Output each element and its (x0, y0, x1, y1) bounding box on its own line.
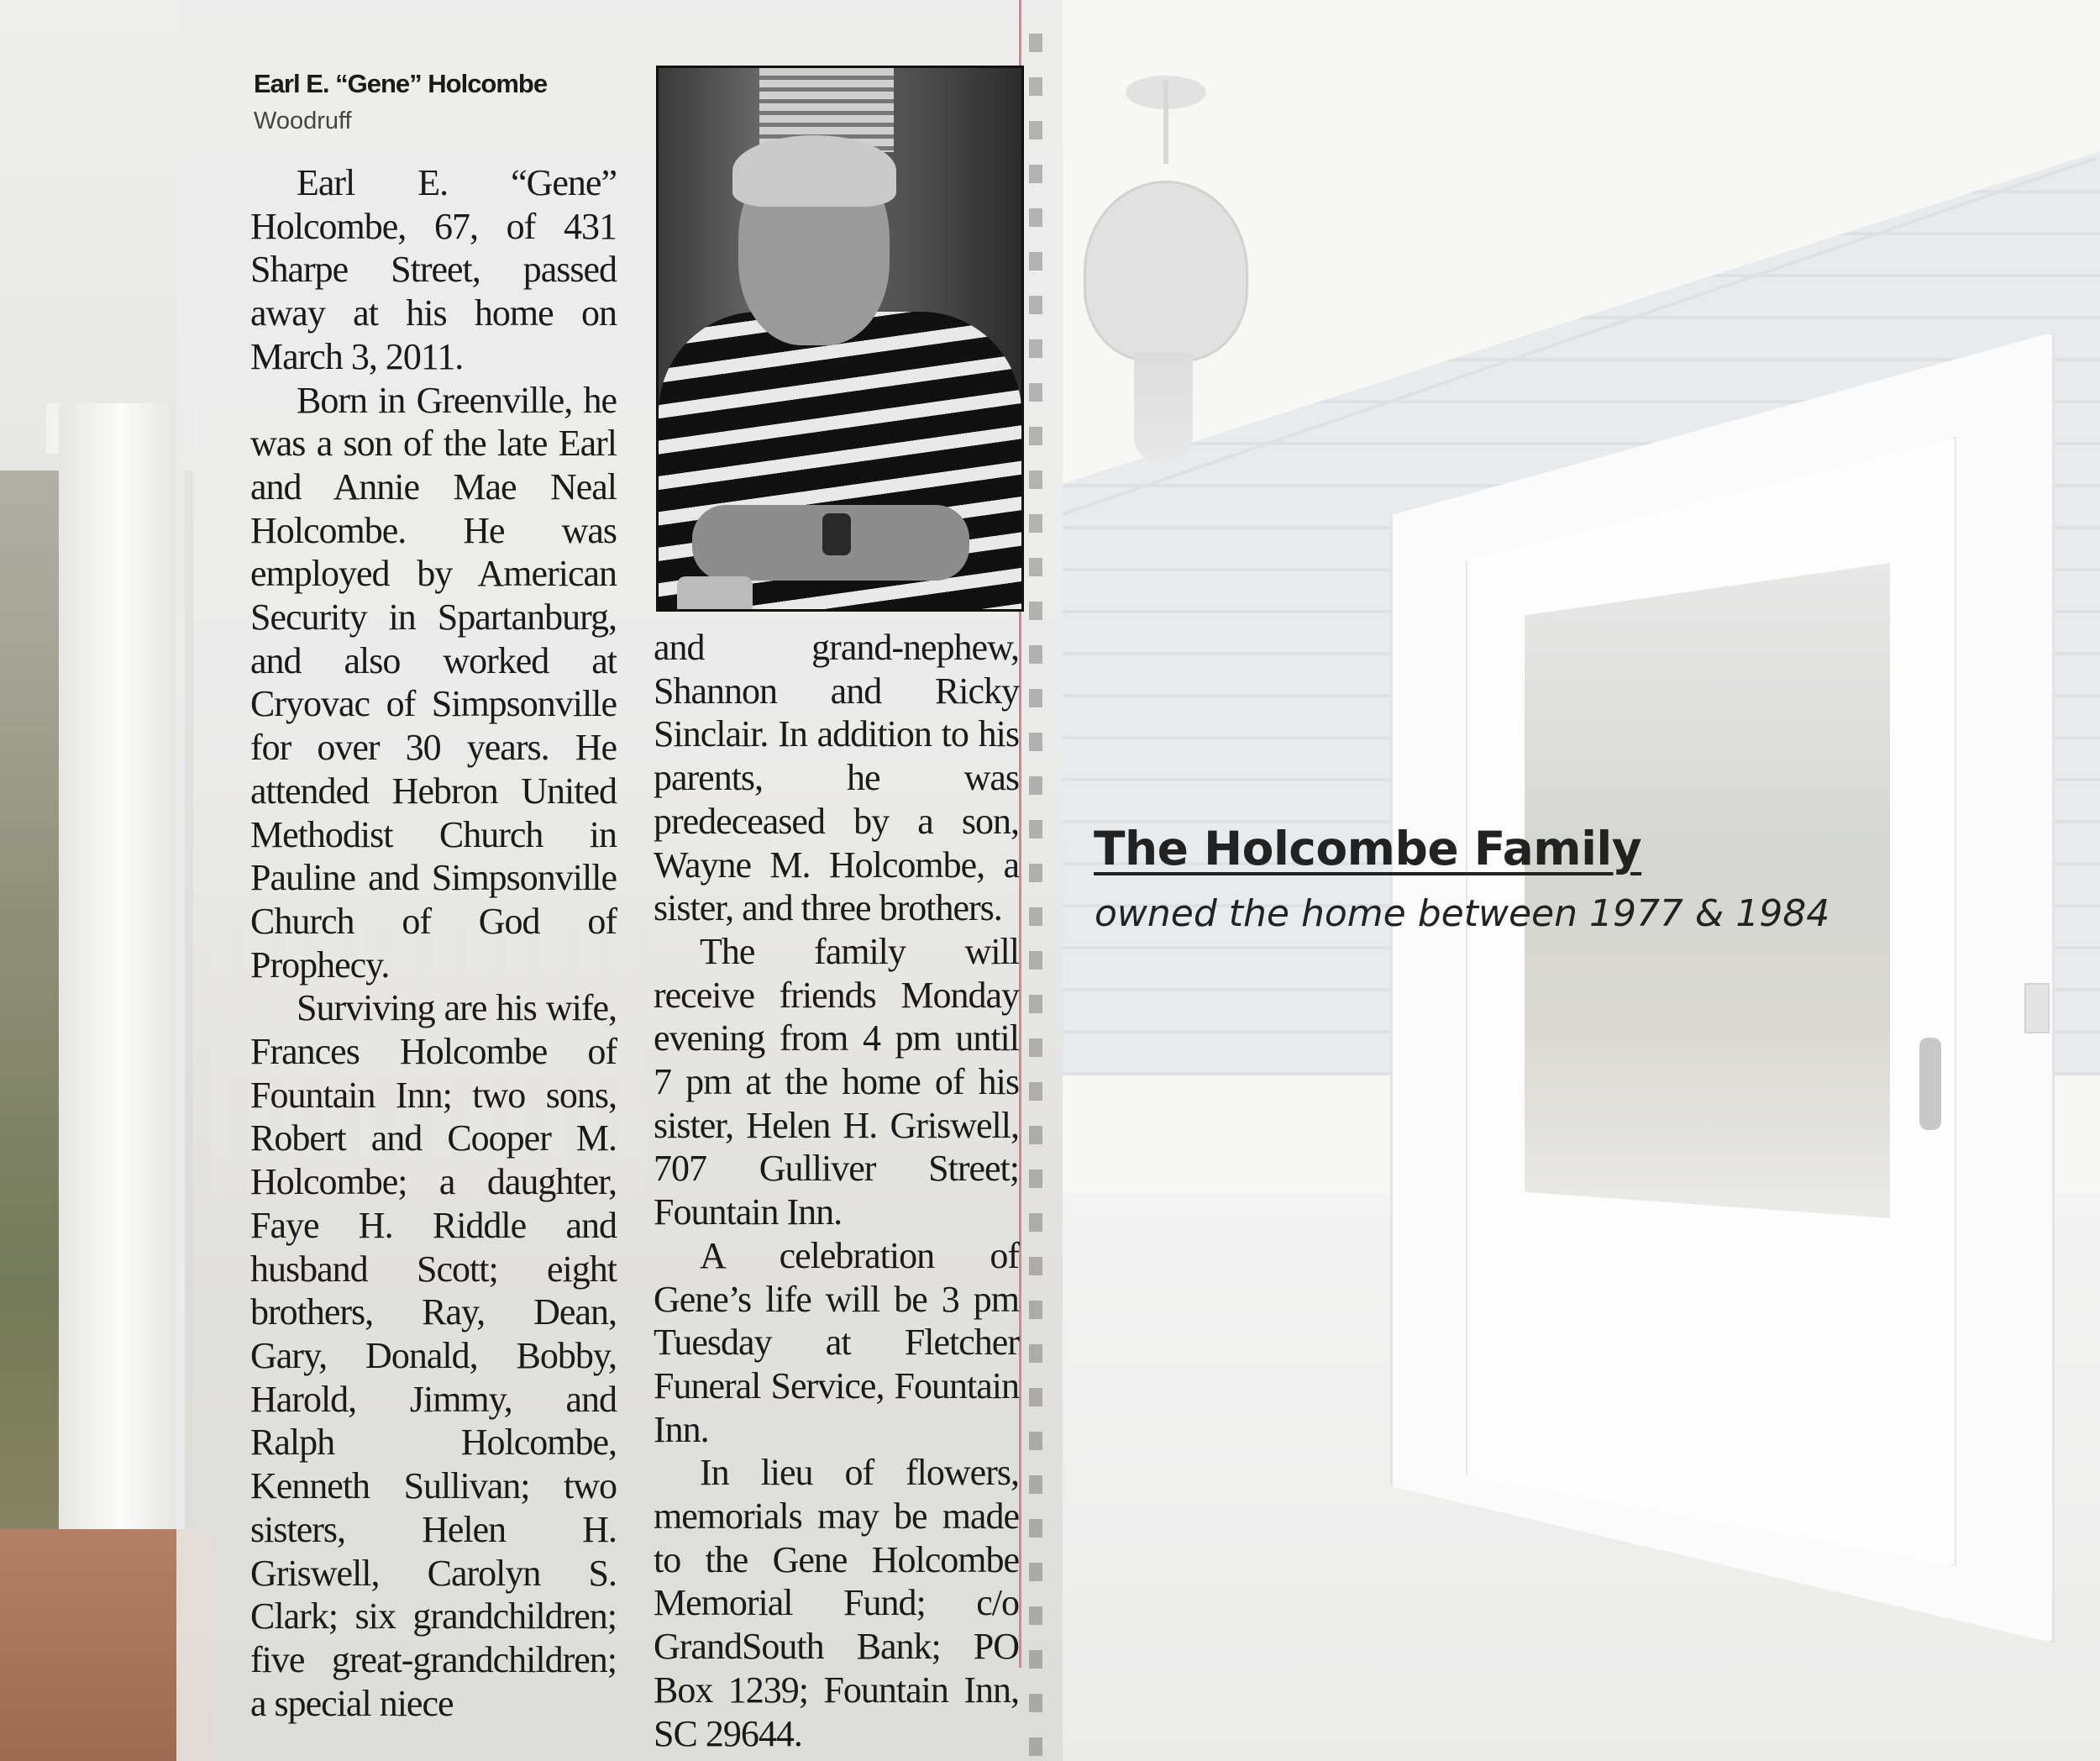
obituary-column-1 (250, 161, 617, 1725)
lamp-chain (1163, 80, 1168, 164)
obituary-column-2 (654, 626, 1019, 1755)
obituary-paragraph: A celebration of Gene’s life will be 3 pm Tuesday at Fletcher Funeral Service, Fountain Inn. (654, 1234, 1019, 1450)
portrait-hair (732, 135, 896, 207)
obituary-photo (656, 66, 1024, 612)
wristwatch (822, 513, 851, 555)
obituary-paragraph: In lieu of flowers, memorials may be made to the Gene Holcombe Memorial Fund; c/o GrandSouth Bank; PO Box 1239; Fountain Inn, SC 29644. (654, 1452, 1019, 1754)
obituary-paragraph: Earl E. “Gene” Holcombe, 67, of 431 Sharpe Street, passed away at his home on March 3, 2011. (250, 162, 617, 377)
door-handle (1919, 1038, 1941, 1130)
caption-title: The Holcombe Family (1094, 822, 1642, 875)
door-glass (1525, 563, 1890, 1218)
obituary-town: Woodruff (254, 108, 352, 134)
light-switch (2024, 983, 2050, 1033)
porch-lantern (1084, 181, 1248, 362)
porch-column (59, 403, 185, 1580)
adjacent-column-fragment (1029, 34, 1042, 1756)
caption-subtitle: owned the home between 1977 & 1984 (1095, 892, 1830, 935)
porch-lantern-base (1134, 353, 1193, 462)
obituary-paragraph: The family will receive friends Monday evening from 4 pm until 7 pm at the home of his sister, Helen H. Griswell, 707 Gulliver Street; Fountain Inn. (654, 930, 1019, 1233)
obituary-name: Earl E. “Gene” Holcombe (254, 69, 548, 98)
obituary-paragraph: and grand-nephew, Shannon and Ricky Sinclair. In addition to his parents, he was predeceased by a son, Wayne M. Holcombe, a sister, and three brothers. (654, 627, 1019, 929)
obituary-paragraph: Born in Greenville, he was a son of the late Earl and Annie Mae Neal Holcombe. He was employed by American Security in Spartanburg, and also worked at Cryovac of Simpsonville for over 30 years. He attended Hebron United Methodist Church in Pauline and Simpsonville Church of God of Prophecy. (250, 379, 617, 986)
coffee-cup (677, 576, 753, 612)
obituary-paragraph: Surviving are his wife, Frances Holcombe of Fountain Inn; two sons, Robert and Cooper M. Holcombe; a daughter, Faye H. Riddle and husband Scott; eight brothers, Ray, Dean, Gary, Donald, Bobby, Harold, Jimmy, and Ralph Holcombe, Kenneth Sullivan; two sisters, Helen H. Griswell, Carolyn S. Clark; six grandchildren; five great-grandchildren; a special niece (250, 987, 617, 1724)
